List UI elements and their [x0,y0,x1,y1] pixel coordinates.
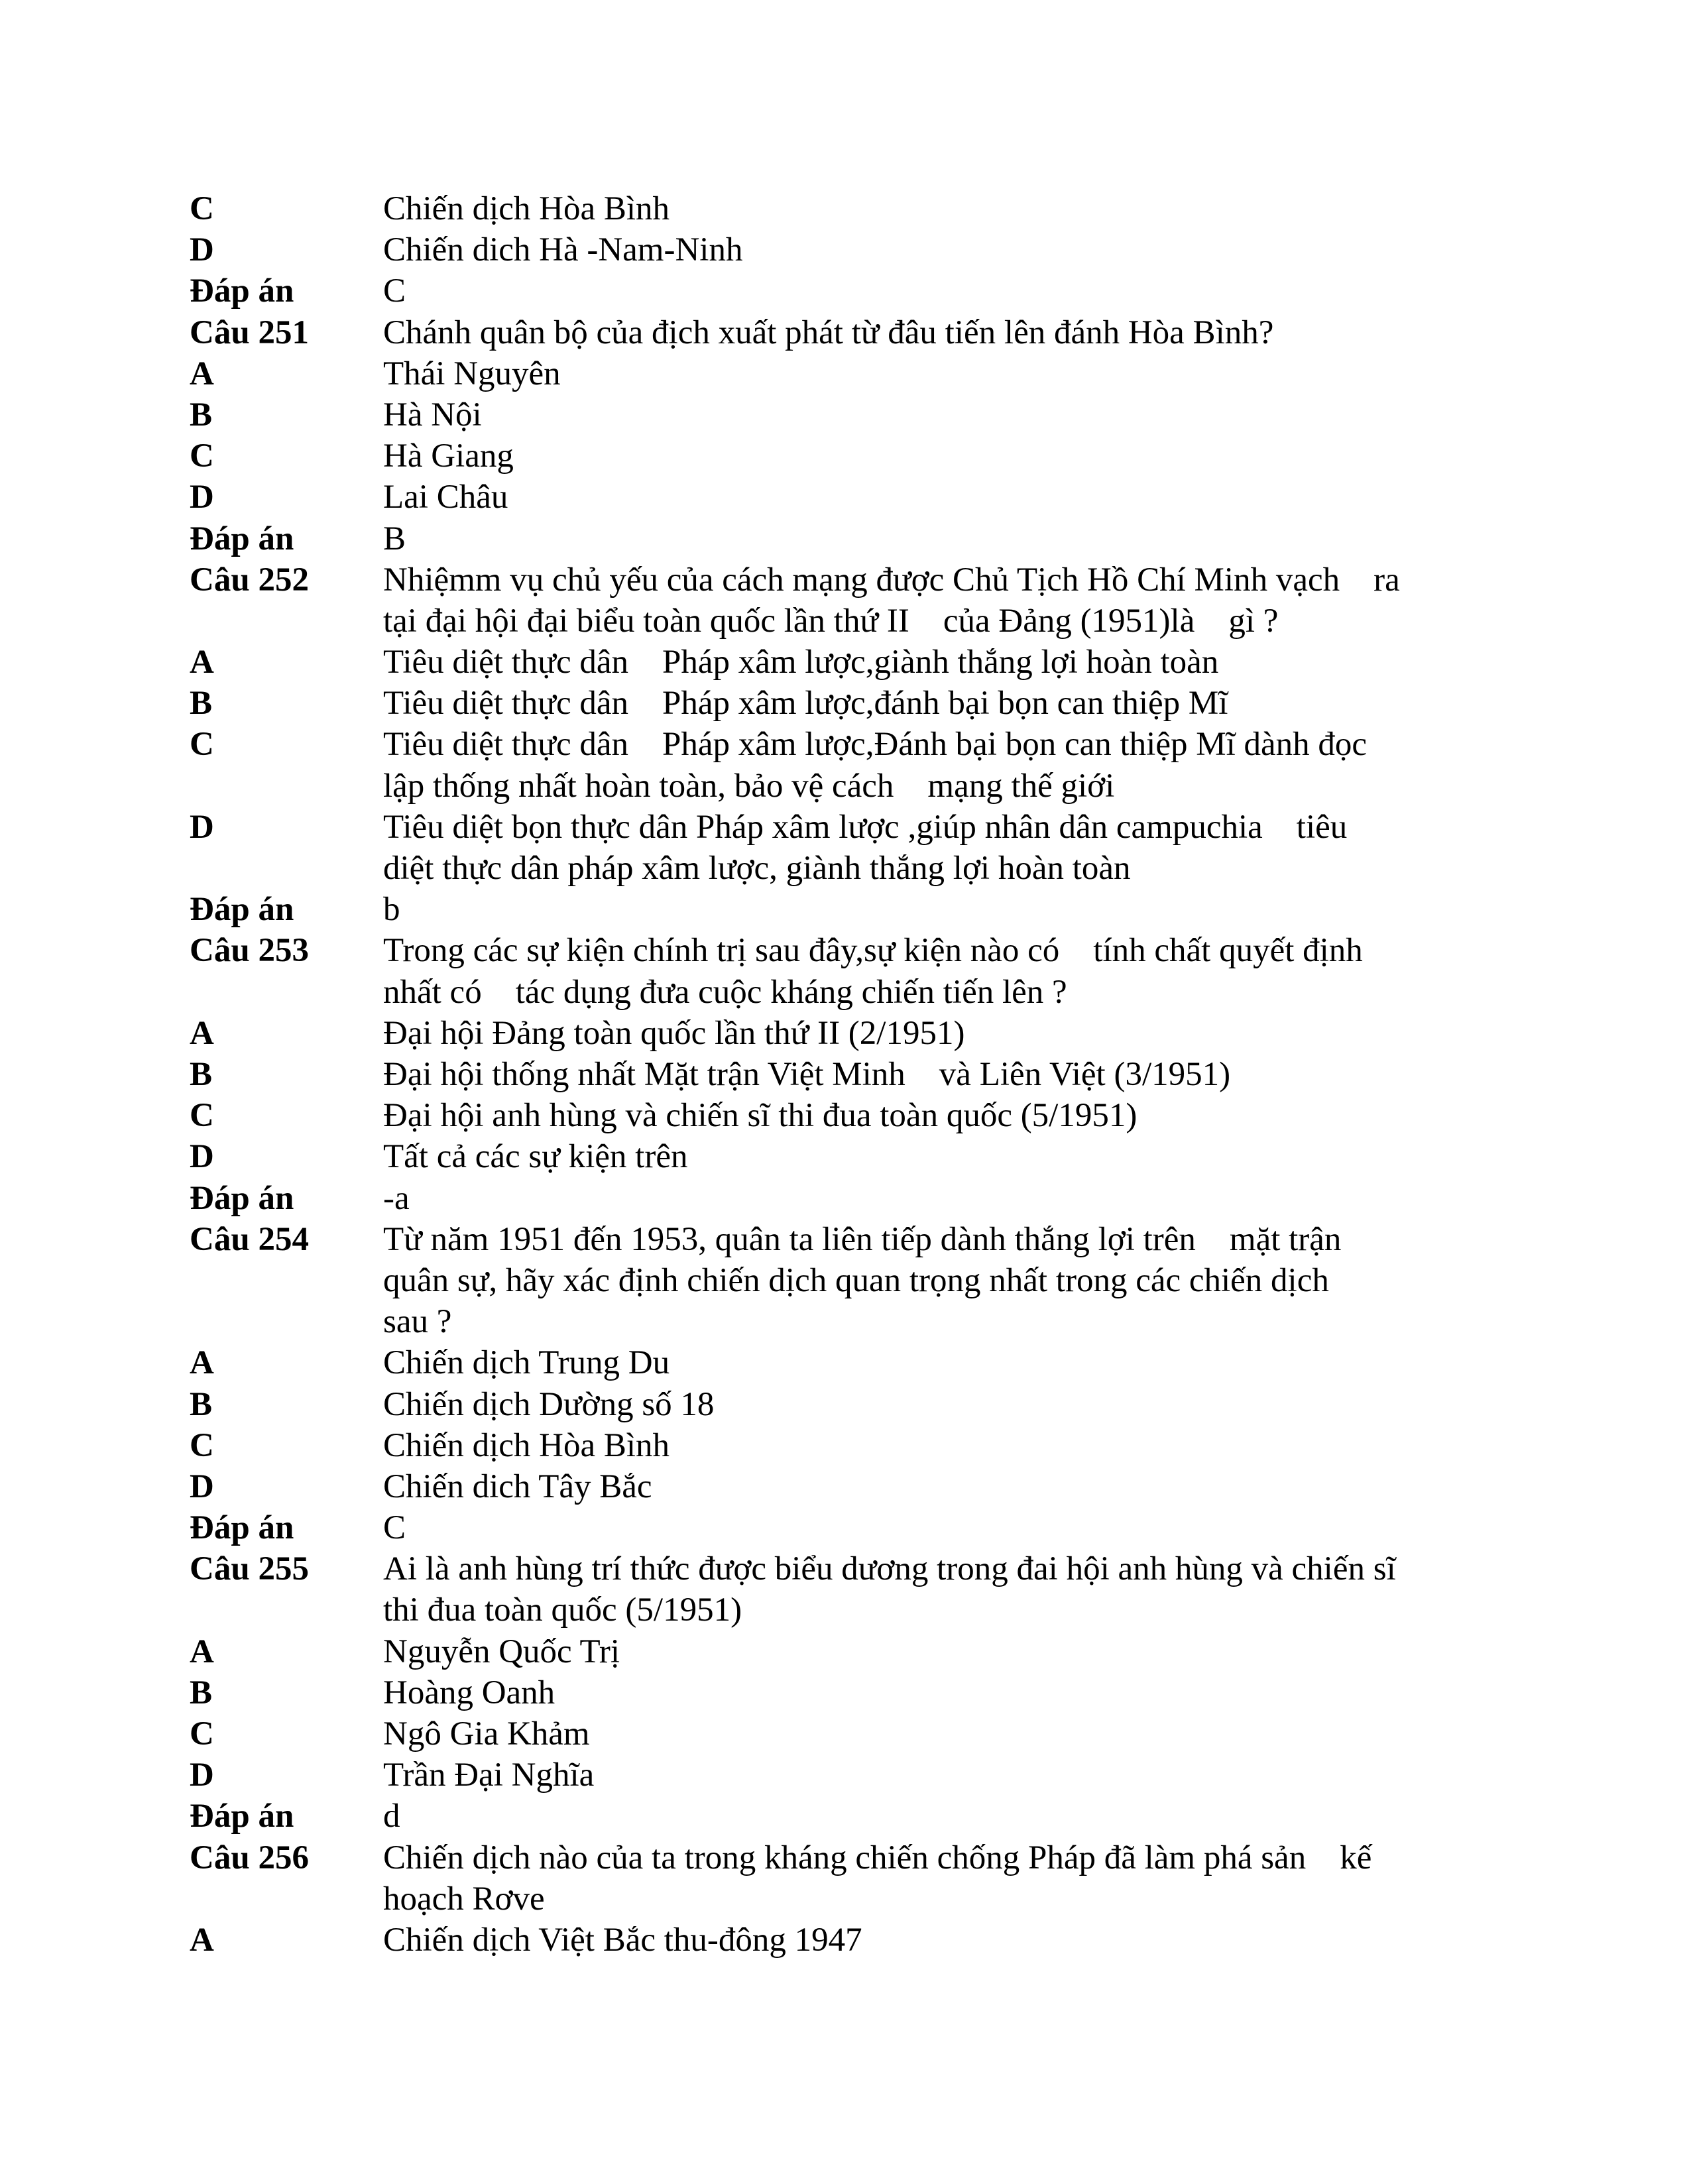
text-line: Tiêu diệt thực dân Pháp xâm lược,giành thắng lợi hoàn toàn [383,644,1219,681]
option-letter: A [190,1014,214,1052]
text-line: Tiêu diệt thực dân Pháp xâm lược,đánh bại bọn can thiệp Mĩ [383,685,1228,722]
option-row [190,353,1489,394]
answer-row [190,1178,1489,1219]
option-text [383,807,1489,889]
option-text [383,1013,1489,1054]
text-line: Chiến dịch Hòa Bình [383,190,670,227]
option-row [190,1013,1489,1054]
text-line: Từ năm 1951 đến 1953, quân ta liên tiếp dành thắng lợi trên mặt trận [383,1220,1342,1258]
option-letter: B [190,1385,213,1423]
option-text [383,229,1489,270]
answer-value [383,1507,1489,1548]
option-text [383,724,1489,806]
option-row [190,1920,1489,1961]
text-line: Đại hội anh hùng và chiến sĩ thi đua toàn quốc (5/1951) [383,1097,1137,1135]
option-letter: D [190,479,214,516]
question-row [190,559,1489,642]
option-text [383,1136,1489,1177]
answer-value [383,1796,1489,1837]
option-row [190,1754,1489,1796]
option-row [190,1425,1489,1466]
text-line: quân sự, hãy xác định chiến dịch quan trọng nhất trong các chiến dịch [383,1261,1329,1299]
text-line: Tiêu diệt bọn thực dân Pháp xâm lược ,giúp nhân dân campuchia tiêu [383,808,1348,846]
option-row [190,1342,1489,1383]
answer-row [190,889,1489,930]
text-line: Chiến dịch nào của ta trong kháng chiến chống Pháp đã làm phá sản kế [383,1839,1372,1876]
option-text [383,188,1489,229]
text-line: Hoàng Oanh [383,1674,555,1711]
text-line: Hà Nội [383,396,482,433]
option-text [383,642,1489,683]
option-text [383,353,1489,394]
text-line: Trong các sự kiện chính trị sau đây,sự kiện nào có tính chất quyết định [383,932,1363,970]
question-text [383,1219,1489,1343]
option-letter: D [190,1756,214,1794]
answer-value [383,518,1489,559]
option-letter: D [190,1138,214,1176]
option-letter: A [190,355,214,392]
option-text [383,1384,1489,1425]
option-row [190,1466,1489,1507]
text-line: Hà Giang [383,437,514,475]
text-line: Ngô Gia Khảm [383,1715,590,1753]
option-row [190,807,1489,889]
option-letter: A [190,1344,214,1382]
answer-value [383,1178,1489,1219]
answer-row [190,270,1489,312]
question-text [383,1837,1489,1920]
text-line: Tiêu diệt thực dân Pháp xâm lược,Đánh bại bọn can thiệp Mĩ dành đọc [383,726,1368,764]
option-text [383,477,1489,518]
text-line: Chiến dịch Hòa Bình [383,1426,670,1464]
option-letter: C [190,437,214,475]
text-line: Nhiệmm vụ chủ yếu của cách mạng được Chủ Tịch Hồ Chí Minh vạch ra [383,561,1400,599]
text-line: tại đại hội đại biểu toàn quốc lần thứ II của Đảng (1951)là gì ? [383,602,1279,640]
option-text [383,435,1489,477]
answer-label: Đáp án [190,1798,294,1835]
text-line: Chiến dịch Trung Du [383,1344,670,1382]
option-letter: C [190,1097,214,1135]
option-text [383,1631,1489,1672]
option-text [383,1713,1489,1754]
option-row [190,394,1489,435]
option-text [383,1466,1489,1507]
text-line: -a [383,1179,410,1217]
text-line: C [383,1509,406,1547]
text-line: Chiến dich Hà -Nam-Ninh [383,231,743,269]
text-line: thi đua toàn quốc (5/1951) [383,1591,742,1629]
text-line: lập thống nhất hoàn toàn, bảo vệ cách mạng thế giới [383,767,1115,805]
option-letter: B [190,396,213,433]
option-letter: A [190,1633,214,1670]
option-letter: D [190,808,214,846]
text-line: Chiến dịch Dường số 18 [383,1385,715,1423]
option-letter: C [190,1715,214,1753]
option-letter: B [190,685,213,722]
question-number: Câu 255 [190,1550,309,1588]
option-row [190,683,1489,724]
answer-label: Đáp án [190,272,294,310]
text-line: Đại hội Đảng toàn quốc lần thứ II (2/1951) [383,1014,965,1052]
option-text [383,1342,1489,1383]
question-row [190,1219,1489,1343]
text-line: Chiến dich Tây Bắc [383,1467,652,1505]
text-line: hoạch Rơve [383,1880,545,1918]
question-row [190,1837,1489,1920]
question-text [383,1548,1489,1631]
text-line: d [383,1798,400,1835]
option-text [383,1054,1489,1095]
text-line: Lai Châu [383,479,508,516]
text-line: sau ? [383,1303,452,1341]
option-letter: A [190,644,214,681]
question-number: Câu 252 [190,561,309,599]
text-line: Nguyễn Quốc Trị [383,1633,620,1670]
text-line: Chánh quân bộ của địch xuất phát từ đâu tiến lên đánh Hòa Bình? [383,314,1274,351]
question-number: Câu 253 [190,932,309,970]
option-row [190,477,1489,518]
question-number: Câu 251 [190,314,309,351]
option-row [190,435,1489,477]
text-line: diệt thực dân pháp xâm lược, giành thắng lợi hoàn toàn [383,850,1131,888]
option-row [190,1713,1489,1754]
question-number: Câu 256 [190,1839,309,1876]
text-line: C [383,272,406,310]
text-line: Trần Đại Nghĩa [383,1756,595,1794]
answer-value [383,270,1489,312]
answer-value [383,889,1489,930]
question-text [383,930,1489,1012]
option-text [383,1672,1489,1713]
option-text [383,394,1489,435]
question-text [383,559,1489,642]
text-line: B [383,520,406,557]
option-letter: D [190,231,214,269]
option-row [190,188,1489,229]
option-letter: C [190,190,214,227]
answer-label: Đáp án [190,1179,294,1217]
option-row [190,1054,1489,1095]
text-line: Ai là anh hùng trí thức được biểu dương trong đai hội anh hùng và chiến sĩ [383,1550,1396,1588]
option-row [190,1136,1489,1177]
text-line: nhất có tác dụng đưa cuộc kháng chiến tiến lên ? [383,973,1067,1011]
option-letter: B [190,1674,213,1711]
option-letter: A [190,1922,214,1959]
option-row [190,229,1489,270]
question-row [190,930,1489,1012]
text-line: Thái Nguyên [383,355,561,392]
text-line: Đại hội thống nhất Mặt trận Việt Minh và Liên Việt (3/1951) [383,1056,1231,1093]
option-row [190,1631,1489,1672]
option-row [190,724,1489,806]
option-letter: B [190,1056,213,1093]
option-letter: D [190,1467,214,1505]
option-letter: C [190,726,214,764]
question-list [190,188,1489,1961]
answer-label: Đáp án [190,891,294,929]
option-row [190,1672,1489,1713]
option-text [383,683,1489,724]
option-row [190,1095,1489,1136]
question-text [383,312,1489,353]
answer-row [190,1796,1489,1837]
option-letter: C [190,1426,214,1464]
text-line: b [383,891,400,929]
answer-row [190,518,1489,559]
option-text [383,1425,1489,1466]
answer-label: Đáp án [190,520,294,557]
option-row [190,1384,1489,1425]
text-line: Tất cả các sự kiện trên [383,1138,688,1176]
answer-row [190,1507,1489,1548]
question-row [190,312,1489,353]
option-row [190,642,1489,683]
option-text [383,1920,1489,1961]
answer-label: Đáp án [190,1509,294,1547]
option-text [383,1095,1489,1136]
question-row [190,1548,1489,1631]
question-number: Câu 254 [190,1220,309,1258]
option-text [383,1754,1489,1796]
text-line: Chiến dịch Việt Bắc thu-đông 1947 [383,1922,862,1959]
